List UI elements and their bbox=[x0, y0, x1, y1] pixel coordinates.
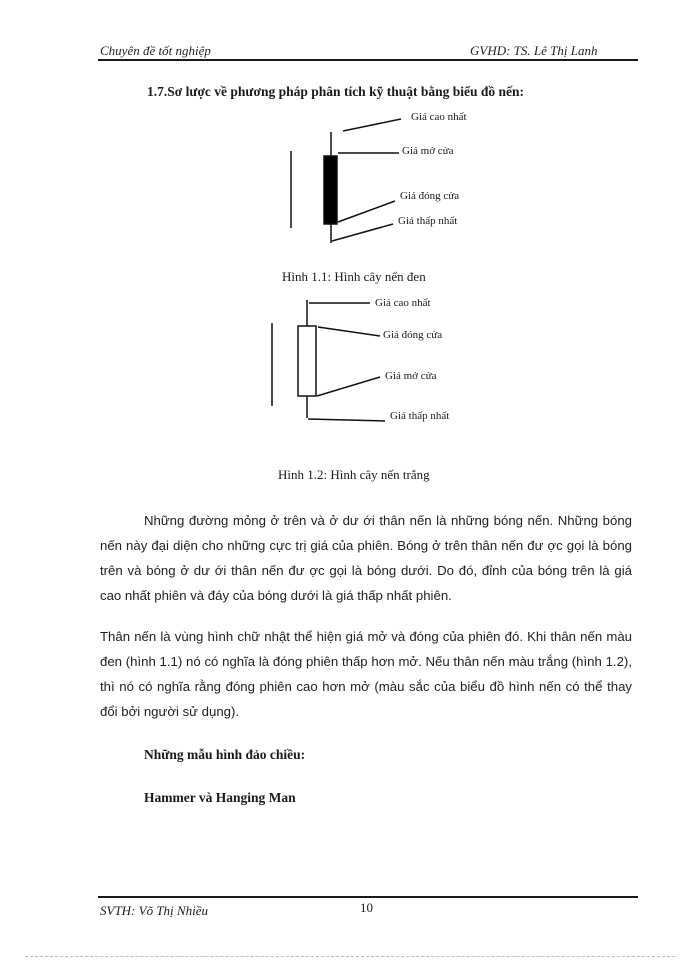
label-close-price: Giá đóng cửa bbox=[400, 190, 460, 202]
label-high-price: Giá cao nhất bbox=[375, 297, 431, 309]
page-edge-dotted-line bbox=[25, 956, 675, 957]
figure2-caption: Hình 1.2: Hình cây nến trắng bbox=[278, 467, 430, 482]
black-candle-body bbox=[324, 156, 337, 224]
subheading-hammer-hanging-man: Hammer và Hanging Man bbox=[144, 790, 296, 805]
pointer-open bbox=[317, 377, 380, 396]
figure1-caption: Hình 1.1: Hình cây nến đen bbox=[282, 269, 426, 284]
pointer-close bbox=[318, 327, 380, 336]
label-low-price: Giá thấp nhất bbox=[398, 215, 458, 227]
header-right-text: GVHD: TS. Lê Thị Lanh bbox=[470, 43, 598, 58]
label-high-price: Giá cao nhất bbox=[411, 111, 467, 123]
label-low-price: Giá thấp nhất bbox=[390, 410, 450, 422]
pointer-high bbox=[343, 119, 401, 131]
label-close-price: Giá đóng cửa bbox=[383, 329, 443, 341]
pointer-low bbox=[332, 224, 393, 241]
section-title: 1.7.Sơ lược về phương pháp phân tích kỹ thuật bằng biểu đồ nến: bbox=[147, 84, 524, 99]
page-number: 10 bbox=[360, 900, 373, 915]
footer-rule bbox=[98, 896, 638, 898]
footer-left-text: SVTH: Võ Thị Nhiều bbox=[100, 903, 208, 918]
header-left-text: Chuyên đề tốt nghiệp bbox=[100, 43, 211, 58]
pointer-close bbox=[338, 201, 395, 222]
pointer-low bbox=[308, 419, 385, 421]
white-candle-figure bbox=[272, 300, 385, 421]
label-open-price: Giá mở cửa bbox=[385, 370, 437, 382]
paragraph-shadows: Những đường mỏng ở trên và ở dư ới thân nến là những bóng nến. Những bóng nến này đại diện cho những cực trị giá của phiên. Bóng ở trên thân nến đư ợc gọi là bóng trên và bóng ở dư ới thân nến đư ợc gọi là bóng dưới. Do đó, đỉnh của bóng trên là giá cao nhất phiên và đáy của bóng dưới là giá thấp nhất phiên. bbox=[100, 513, 632, 603]
white-candle-body bbox=[298, 326, 316, 396]
black-candle-figure bbox=[291, 119, 401, 243]
label-open-price: Giá mở cửa bbox=[402, 145, 454, 157]
paragraph-body: Thân nến là vùng hình chữ nhật thể hiện giá mở và đóng của phiên đó. Khi thân nến màu đen (hình 1.1) nó có nghĩa là đóng phiên thấp hơn mở. Nếu thân nến màu trắng (hình 1.2), thì nó có nghĩa rằng đóng phiên cao hơn mở (màu sắc của biểu đồ hình nến có thể thay đổi bởi người sử dụng). bbox=[100, 629, 632, 719]
subheading-reversal-patterns: Những mẫu hình đảo chiều: bbox=[144, 747, 306, 762]
